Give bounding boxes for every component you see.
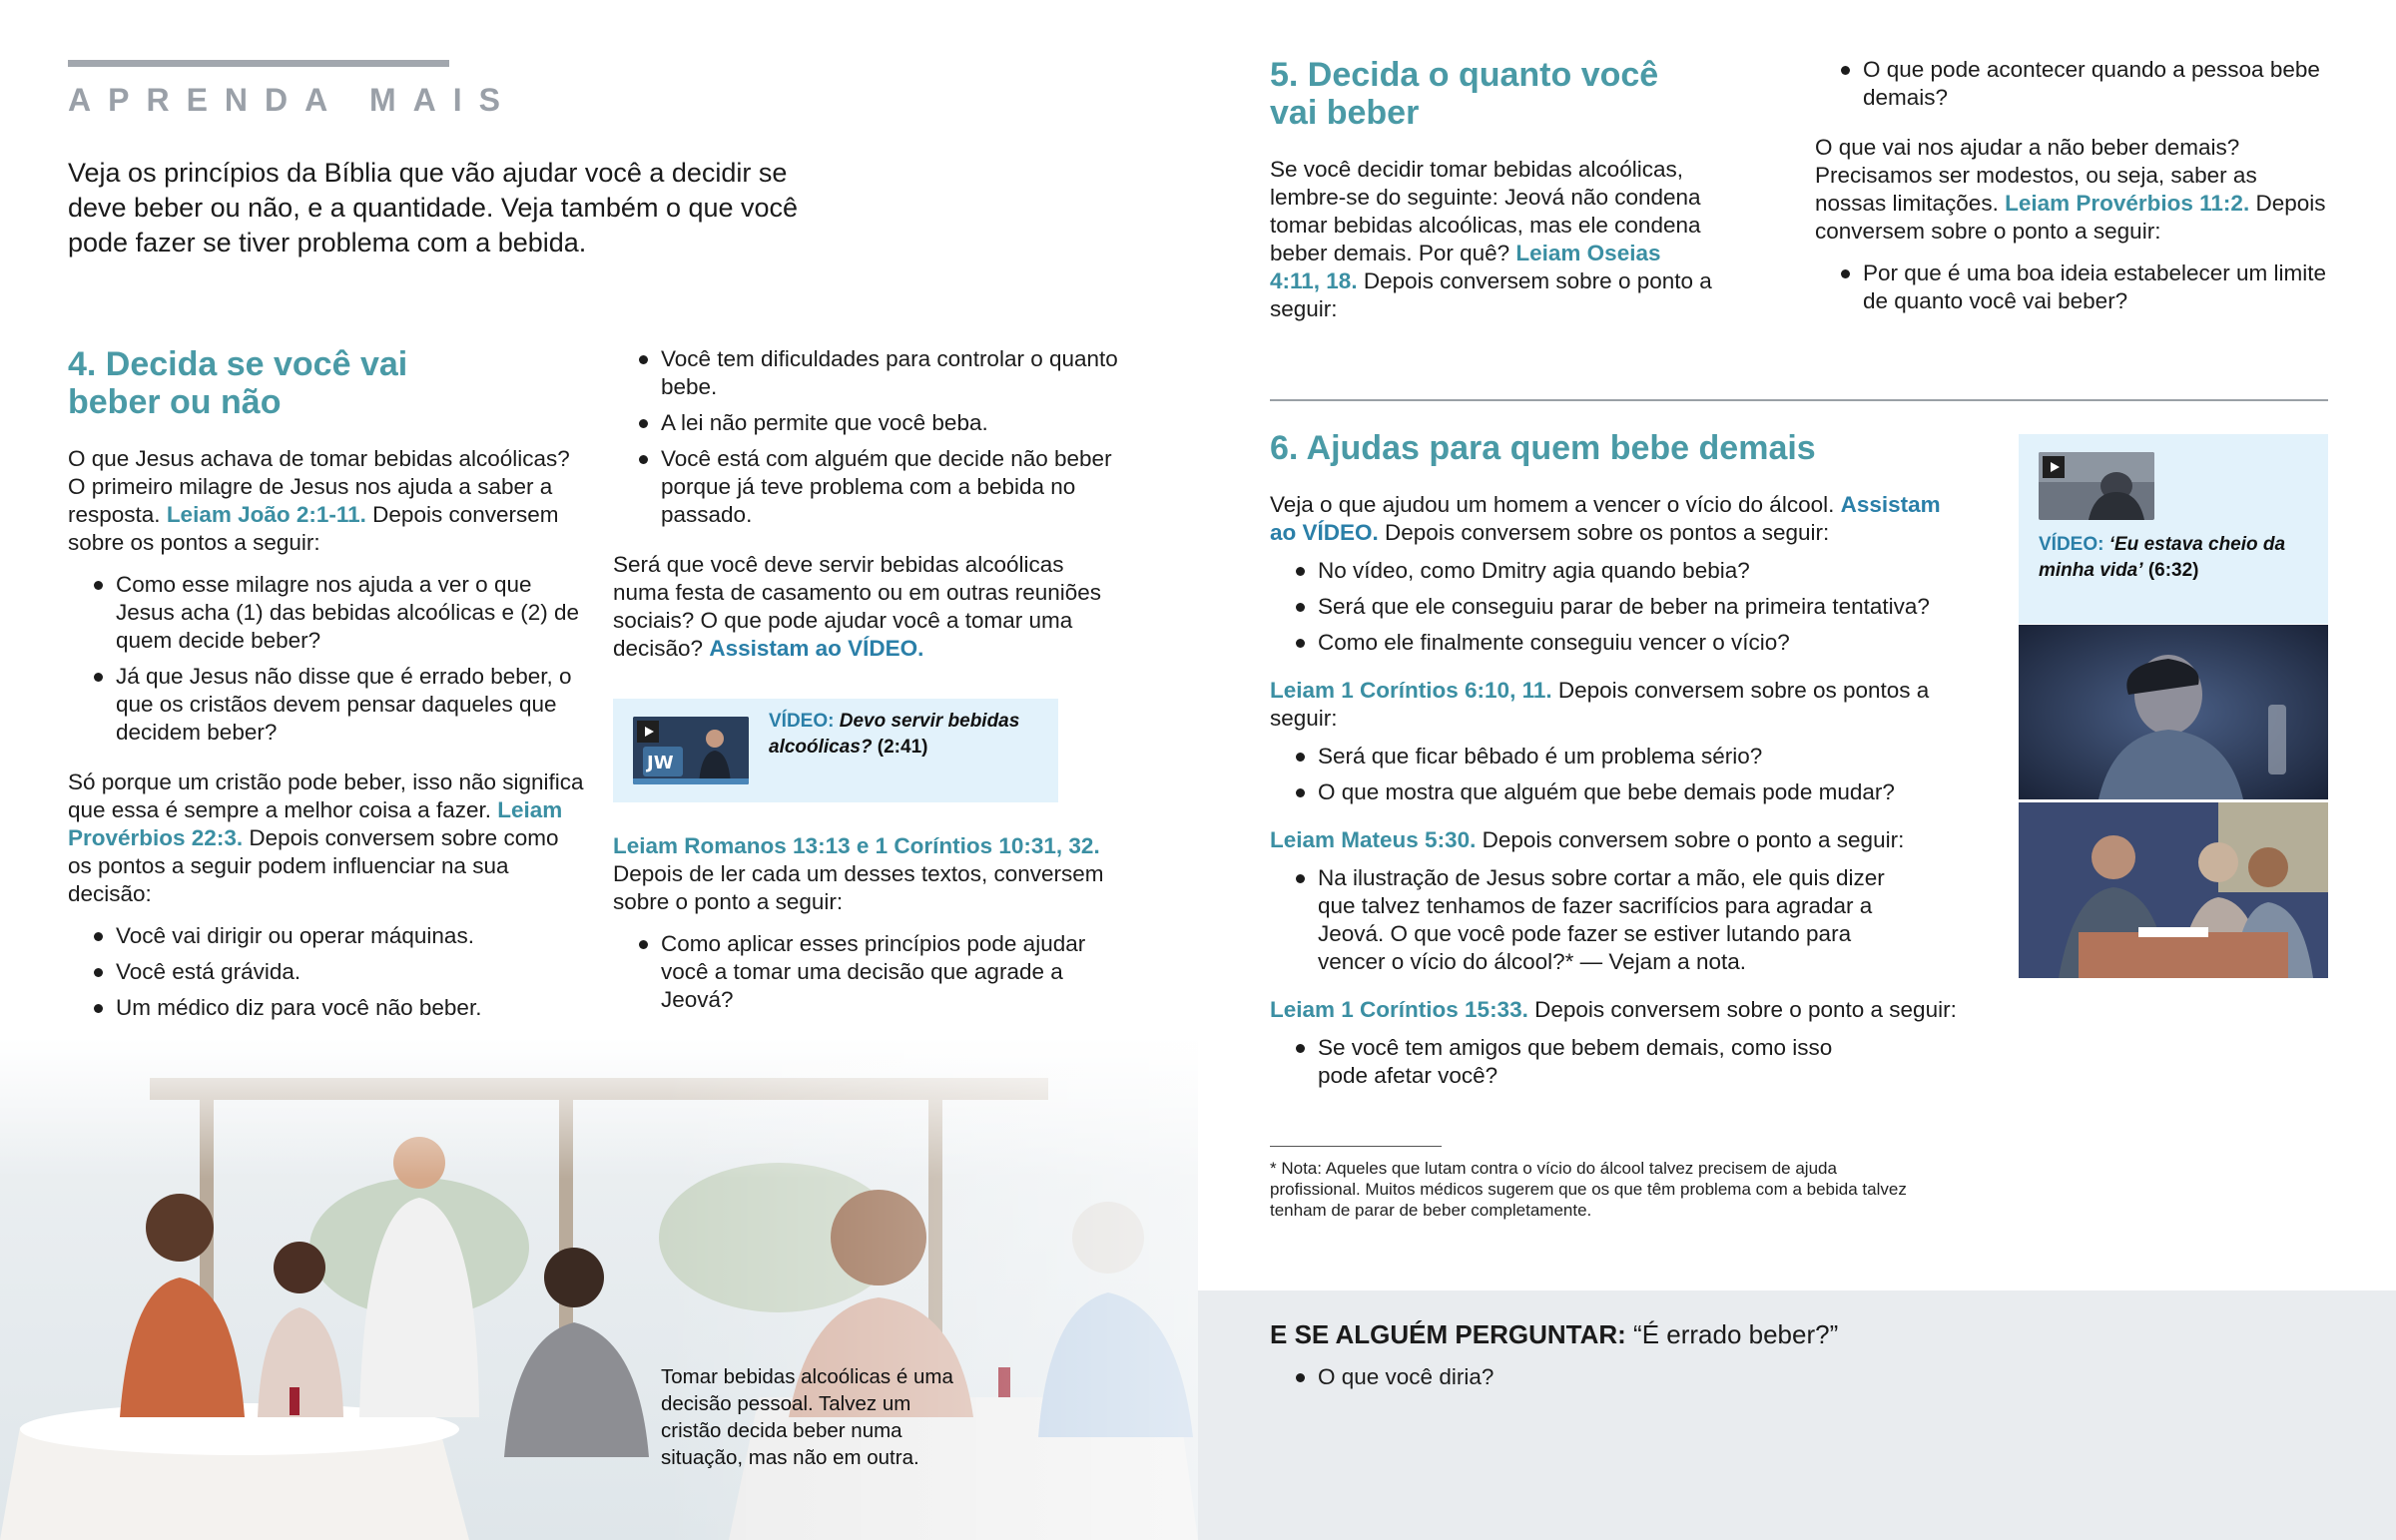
scripture-link-mateus[interactable]: Leiam Mateus 5:30. <box>1270 827 1477 852</box>
s4-paragraph-1: O que Jesus achava de tomar bebidas alcoólicas? O primeiro milagre de Jesus nos ajuda a saber a resposta. Leiam João 2:1-11. Depois conversem sobre os pontos a seguir: <box>68 446 570 555</box>
ask-panel-title: E SE ALGUÉM PERGUNTAR: “É errado beber?” <box>1270 1319 1839 1349</box>
s5-bullets-2 <box>1815 259 2334 315</box>
s4-paragraph-3: Será que você deve servir bebidas alcoólicas numa festa de casamento ou em outras reuniões sociais? O que pode ajudar você a tomar uma decisão? Assistam ao VÍDEO. <box>613 552 1102 661</box>
list-item: Você vai dirigir ou operar máquinas. <box>68 922 587 950</box>
list-item: Se você tem amigos que bebem demais, como isso pode afetar você? <box>1270 1034 1849 1090</box>
photo-group-reading-image <box>2019 802 2328 978</box>
s5-bullets-1 <box>1815 56 2334 112</box>
s4-bullets-3 <box>613 345 1124 529</box>
list-item: O que pode acontecer quando a pessoa bebe demais? <box>1815 56 2334 112</box>
s4-bullets-4 <box>613 930 1124 1014</box>
list-item: Você tem dificuldades para controlar o quanto bebe. <box>613 345 1124 401</box>
list-item: Você está com alguém que decide não beber porque já teve problema com a bebida no passado. <box>613 445 1124 529</box>
list-item: O que mostra que alguém que bebe demais pode mudar? <box>1270 778 1969 806</box>
photo-man-drinking-image <box>2019 625 2328 799</box>
watch-video-link[interactable]: Assistam ao VÍDEO. <box>709 636 924 661</box>
list-item: Por que é uma boa ideia estabelecer um limite de quanto você vai beber? <box>1815 259 2334 315</box>
scripture-link-joao[interactable]: Leiam João 2:1-11. <box>166 502 366 527</box>
list-item: Como esse milagre nos ajuda a ver o que Jesus acha (1) das bebidas alcoólicas e (2) de quem decide beber? <box>68 571 587 655</box>
section-5-title: 5. Decida o quanto você vai beber <box>1270 56 1659 132</box>
list-item: Como aplicar esses princípios pode ajudar você a tomar uma decisão que agrade a Jeová? <box>613 930 1124 1014</box>
footnote: * Nota: Aqueles que lutam contra o vício do álcool talvez precisem de ajuda profissional. Muitos médicos sugerem que os que têm problema com a bebida talvez tenham de parar de beber completamente. <box>1270 1159 1907 1220</box>
s4-paragraph-2: Só porque um cristão pode beber, isso não significa que essa é sempre a melhor coisa a fazer. Leiam Provérbios 22:3. Depois conversem sobre como os pontos a seguir podem influenciar na sua decisão: <box>68 770 584 906</box>
footnote-rule <box>1270 1146 1442 1147</box>
list-item: Você está grávida. <box>68 958 587 986</box>
list-item: Como ele finalmente conseguiu vencer o vício? <box>1270 629 1969 657</box>
s6-paragraph-2: Leiam 1 Coríntios 6:10, 11. Depois conversem sobre os pontos a seguir: <box>1270 678 1930 731</box>
s6-paragraph-1: Veja o que ajudou um homem a vencer o vício do álcool. Assistam ao VÍDEO. Depois conversem sobre os pontos a seguir: <box>1270 492 1941 545</box>
illustration-caption: Tomar bebidas alcoólicas é uma decisão pessoal. Talvez um cristão decida beber numa situação, mas não em outra. <box>661 1365 953 1469</box>
s6-bullets-4 <box>1270 1034 1849 1090</box>
s6-paragraph-3: Leiam Mateus 5:30. Depois conversem sobre o ponto a seguir: <box>1270 827 1905 852</box>
list-item: Já que Jesus não disse que é errado beber, o que os cristãos devem pensar daqueles que decidem beber? <box>68 663 587 747</box>
section-4-col-1 <box>68 445 587 1030</box>
s5-paragraph-1: Se você decidir tomar bebidas alcoólicas, lembre-se do seguinte: Jeová não condena tomar bebidas alcoólicas, mas ele condena beber demais. Por quê? Leiam Oseias 4:11, 18. Depois conversem sobre o ponto a seguir: <box>1270 157 1712 321</box>
restaurant-illustration <box>0 1038 1198 1540</box>
section-5-col-1 <box>1270 156 1715 323</box>
section-4-title: 4. Decida se você vai beber ou não <box>68 345 408 421</box>
scripture-link-1cor-15[interactable]: Leiam 1 Coríntios 15:33. <box>1270 997 1528 1022</box>
video-thumbnail[interactable] <box>633 717 749 784</box>
header-rule <box>68 60 449 67</box>
s5-paragraph-2: O que vai nos ajudar a não beber demais? Precisamos ser modestos, ou seja, saber as nossas limitações. Leiam Provérbios 11:2. Depois conversem sobre o ponto a seguir: <box>1815 135 2326 244</box>
list-item: Será que ele conseguiu parar de beber na primeira tentativa? <box>1270 593 1969 621</box>
scripture-link-oseias[interactable]: Leiam Oseias 4:11, 18. <box>1270 241 1661 293</box>
s4-paragraph-4: Leiam Romanos 13:13 e 1 Coríntios 10:31, 32. Depois de ler cada um desses textos, conversem sobre o ponto a seguir: <box>613 833 1104 914</box>
section-6-title: 6. Ajudas para quem bebe demais <box>1270 429 1816 467</box>
list-item: O que você diria? <box>1270 1363 1869 1391</box>
video-box-dmitry[interactable] <box>2019 434 2328 624</box>
play-icon <box>2043 456 2065 478</box>
play-icon <box>637 721 659 743</box>
s4-bullets-2 <box>68 922 587 1022</box>
video-box-serve[interactable] <box>613 699 1058 802</box>
intro-paragraph: Veja os princípios da Bíblia que vão ajudar você a decidir se deve beber ou não, e a quantidade. Veja também o que você pode fazer se tiver problema com a bebida. <box>68 158 799 257</box>
list-item: A lei não permite que você beba. <box>613 409 1124 437</box>
video-caption: VÍDEO: Devo servir bebidas alcoólicas? (2:41) <box>769 711 1020 758</box>
section-4-col-2-lower <box>613 832 1124 1022</box>
s6-bullets-1 <box>1270 557 1969 657</box>
restaurant-scene-image <box>0 1038 1198 1540</box>
video-caption-dmitry: VÍDEO: ‘Eu estava cheio da minha vida’ (6:32) <box>2039 534 2286 581</box>
scripture-link-1cor-6[interactable]: Leiam 1 Coríntios 6:10, 11. <box>1270 678 1552 703</box>
scripture-link-proverbios-11[interactable]: Leiam Provérbios 11:2. <box>2005 191 2250 216</box>
photo-man-drinking <box>2019 625 2328 799</box>
section-4-col-2 <box>613 345 1124 685</box>
s6-bullets-2 <box>1270 743 1969 806</box>
watch-video-link-2[interactable]: Assistam ao VÍDEO. <box>1270 492 1941 545</box>
list-item: No vídeo, como Dmitry agia quando bebia? <box>1270 557 1969 585</box>
s6-paragraph-4: Leiam 1 Coríntios 15:33. Depois conversem sobre o ponto a seguir: <box>1270 997 1957 1022</box>
section-divider <box>1270 399 2328 401</box>
list-item: Um médico diz para você não beber. <box>68 994 587 1022</box>
scripture-link-romanos[interactable]: Leiam Romanos 13:13 e 1 Coríntios 10:31, 32. <box>613 833 1100 858</box>
section-6-body <box>1270 491 1969 1098</box>
section-5-col-2 <box>1815 56 2334 323</box>
list-item: Será que ficar bêbado é um problema sério? <box>1270 743 1969 770</box>
ask-bullets <box>1270 1363 1869 1399</box>
list-item: Na ilustração de Jesus sobre cortar a mão, ele quis dizer que talvez tenhamos de fazer sacrifícios para agradar a Jeová. O que você pode fazer se estiver lutando para vencer o vício do álcool?* — Vejam a nota. <box>1270 864 1909 976</box>
photo-group-reading <box>2019 802 2328 978</box>
section-kicker: APRENDA MAIS <box>68 82 517 118</box>
s4-bullets-1 <box>68 571 587 747</box>
scripture-link-proverbios-22[interactable]: Leiam Provérbios 22:3. <box>68 797 563 850</box>
svg-text:JW: JW <box>647 753 674 773</box>
s6-bullets-3 <box>1270 864 1909 976</box>
video-thumbnail-dmitry[interactable] <box>2039 452 2154 520</box>
